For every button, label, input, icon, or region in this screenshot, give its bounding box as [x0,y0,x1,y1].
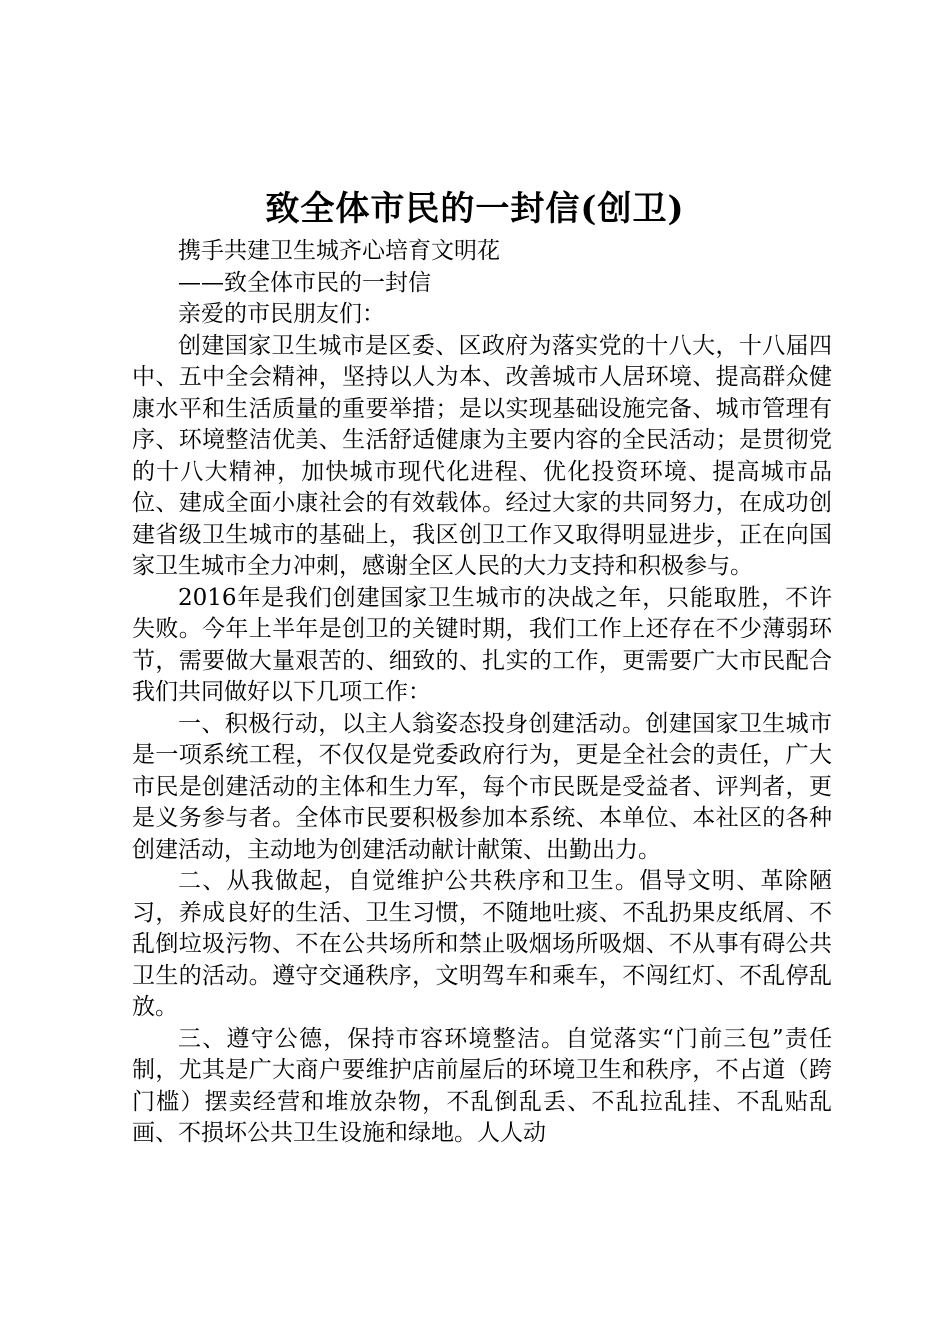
salutation: 亲爱的市民朋友们： [178,301,385,327]
subtitle-slogan: 携手共建卫生城齐心培育文明花 [178,238,500,264]
paragraph-item-3: 三、遵守公德，保持市容环境整洁。自觉落实“门前三包”责任制，尤其是广大商户要维护店前屋后的环境卫生和秩序，不占道（跨门槛）摆卖经营和堆放杂物，不乱倒乱丢、不乱拉乱挂、不乱贴乱画、不损坏公共卫生设施和绿地。人人动 [132,1025,832,1146]
paragraph-item-1: 一、积极行动，以主人翁姿态投身创建活动。创建国家卫生城市是一项系统工程，不仅仅是党委政府行为，更是全社会的责任，广大市民是创建活动的主体和生力军，每个市民既是受益者、评判者，更是义务参与者。全体市民要积极参加本系统、本单位、本社区的各种创建活动，主动地为创建活动献计献策、出勤出力。 [132,710,832,863]
paragraph-item-2: 二、从我做起，自觉维护公共秩序和卫生。倡导文明、革除陋习，养成良好的生活、卫生习惯，不随地吐痰、不乱扔果皮纸屑、不乱倒垃圾污物、不在公共场所和禁止吸烟场所吸烟、不从事有碍公共卫生的活动。遵守交通秩序，文明驾车和乘车，不闯红灯、不乱停乱放。 [132,868,832,1020]
document-title: 致全体市民的一封信(创卫) [265,189,685,229]
subtitle-letter: ——致全体市民的一封信 [178,269,431,296]
paragraph-intro: 创建国家卫生城市是区委、区政府为落实党的十八大，十八届四中、五中全会精神，坚持以人为本、改善城市人居环境、提高群众健康水平和生活质量的重要举措；是以实现基础设施完备、城市管理有序、环境整洁优美、生活舒适健康为主要内容的全民活动；是贯彻党的十八大精神，加快城市现代化进程、优化投资环境、提高城市品位、建成全面小康社会的有效载体。经过大家的共同努力，在成功创建省级卫生城市的基础上，我区创卫工作又取得明显进步，正在向国家卫生城市全力冲刺，感谢全区人民的大力支持和积极参与。 [132,332,832,579]
document-body [132,236,832,1150]
paragraph-2016: 2016年是我们创建国家卫生城市的决战之年，只能取胜，不许失败。今年上半年是创卫的关键时期，我们工作上还存在不少薄弱环节，需要做大量艰苦的、细致的、扎实的工作，更需要广大市民配合我们共同做好以下几项工作： [132,584,832,705]
